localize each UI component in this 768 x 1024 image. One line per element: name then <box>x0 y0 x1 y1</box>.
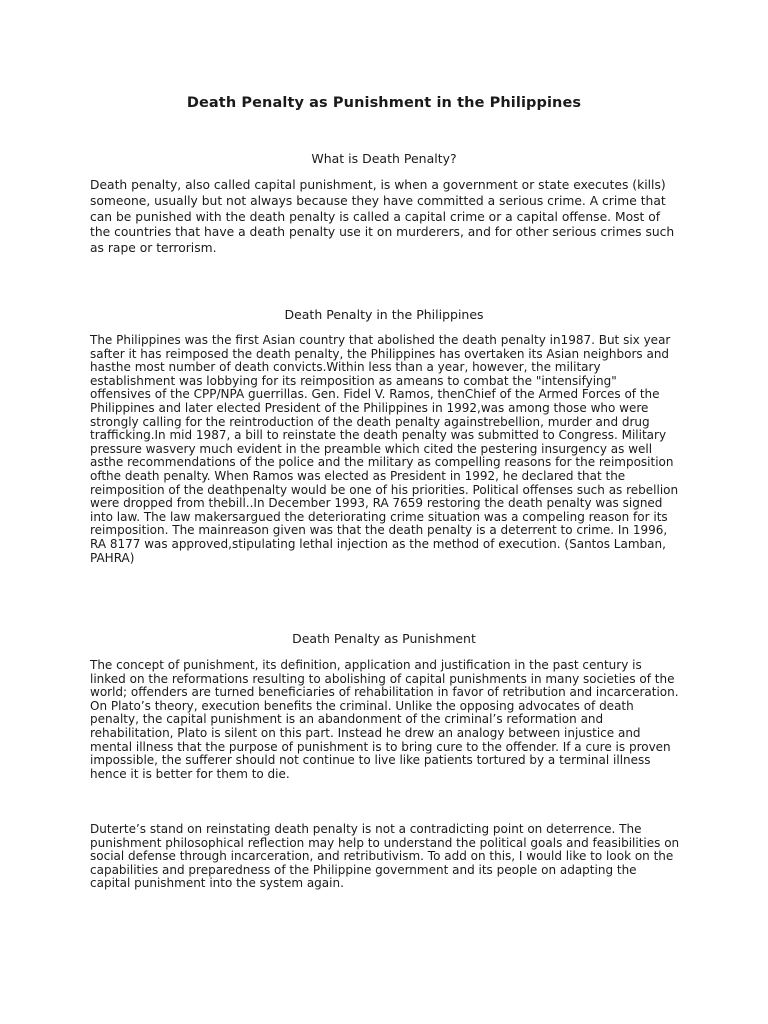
paragraph-definition: Death penalty, also called capital punishment, is when a government or state executes (kills) someone, usually but not always because they have committed a serious crime. A crime that can be punished with the death penalty is called a capital crime or a capital offense. Most of the countries that have a death penalty use it on murderers, and for other serious crimes such as rape or terrorism. <box>90 178 675 256</box>
paragraph-punishment-concept: The concept of punishment, its definition, application and justification in the past century is linked on the reformations resulting to abolishing of capital punishments in many societies of the world; offenders are turned beneficiaries of rehabilitation in favor of retribution and incarceration. On Plato’s theory, execution benefits the criminal. Unlike the opposing advocates of death penalty, the capital punishment is an abandonment of the criminal’s reformation and rehabilitation, Plato is silent on this part. Instead he drew an analogy between injustice and mental illness that the purpose of punishment is to bring cure to the offender. If a cure is proven impossible, the sufferer should not continue to live like patients tortured by a terminal illness hence it is better for them to die. <box>90 658 679 781</box>
paragraph-history: The Philippines was the first Asian country that abolished the death penalty in1987. But six year safter it has reimposed the death penalty, the Philippines has overtaken its Asian neighbors and hasthe most number of death convicts.Within less than a year, however, the military establishment was lobbying for its reimposition as ameans to combat the "intensifying" offensives of the CPP/NPA guerrillas. Gen. Fidel V. Ramos, thenChief of the Armed Forces of the Philippines and later elected President of the Philippines in 1992,was among those who were strongly calling for the reintroduction of the death penalty againstrebellion, murder and drug trafficking.In mid 1987, a bill to reinstate the death penalty was submitted to Congress. Military pressure wasvery much evident in the preamble which cited the pestering insurgency as well asthe recommendations of the police and the military as compelling reasons for the reimposition ofthe death penalty. When Ramos was elected as President in 1992, he declared that the reimposition of the deathpenalty would be one of his priorities. Political offenses such as rebellion were dropped from thebill..In December 1993, RA 7659 restoring the death penalty was signed into law. The law makersargued the deteriorating crime situation was a compeling reason for its reimposition. The mainreason given was that the death penalty is a deterrent to crime. In 1996, RA 8177 was approved,stipulating lethal injection as the method of execution. (Santos Lamban, PAHRA) <box>90 333 679 565</box>
section-heading-philippines: Death Penalty in the Philippines <box>284 307 484 322</box>
section-heading-punishment: Death Penalty as Punishment <box>292 631 476 646</box>
document-title: Death Penalty as Punishment in the Philippines <box>186 95 582 111</box>
section-heading-what-is-death-penalty: What is Death Penalty? <box>311 151 457 166</box>
paragraph-duterte-stand: Duterte’s stand on reinstating death penalty is not a contradicting point on deterrence. The punishment philosophical reflection may help to understand the political goals and feasibilities on social defense through incarceration, and retributivism. To add on this, I would like to look on the capabilities and preparedness of the Philippine government and its people on adapting the capital punishment into the system again. <box>90 822 680 891</box>
